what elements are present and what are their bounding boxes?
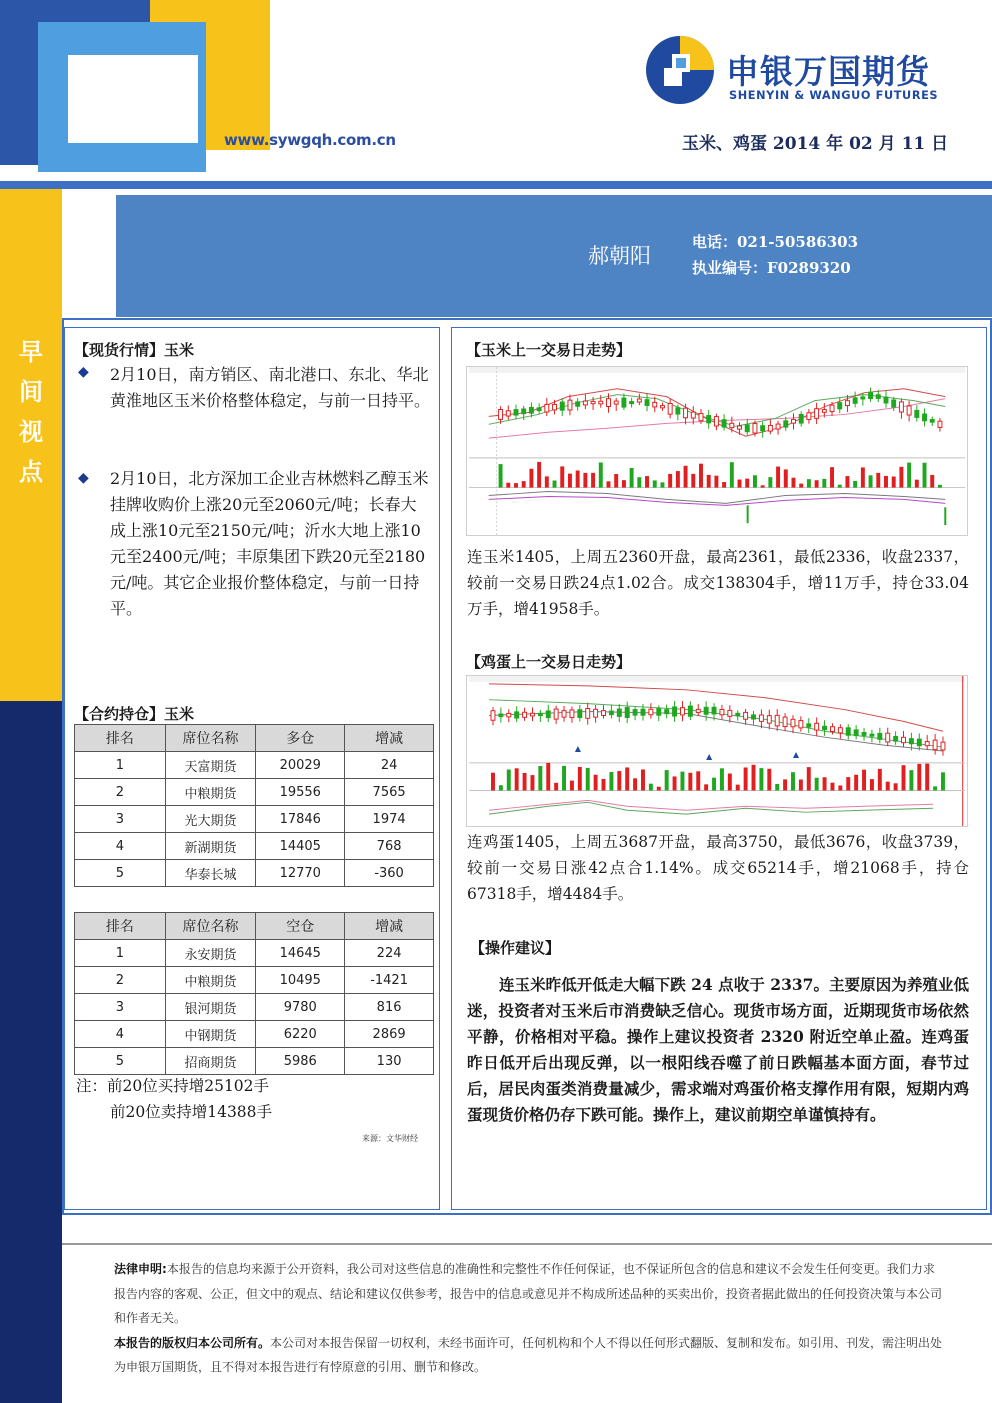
candle (530, 713, 534, 716)
copyright-heading: 本报告的版权归本公司所有。 (114, 1335, 271, 1350)
volume-bar (714, 476, 718, 488)
candle (853, 398, 857, 403)
candle (807, 413, 811, 420)
candle (699, 414, 703, 421)
volume-bar (607, 481, 611, 487)
volume-bar (570, 781, 574, 791)
volume-bar (799, 780, 803, 791)
candle (752, 715, 756, 719)
volume-bar (799, 484, 803, 488)
table-header: 多仓 (256, 725, 345, 752)
candle (614, 401, 618, 404)
candle (633, 710, 637, 716)
candle (578, 710, 582, 718)
candle (925, 742, 929, 746)
header-deco-white (68, 55, 198, 143)
report-title: 玉米、鸡蛋 2014 年 02 月 11 日 (682, 134, 949, 154)
candle (514, 410, 518, 415)
candle (676, 408, 680, 414)
bullet-diamond-icon: ◆ (78, 364, 89, 380)
candle (933, 740, 937, 749)
volume-bar (907, 463, 911, 488)
candle (930, 420, 934, 423)
candle (791, 719, 795, 726)
volume-bar (617, 771, 621, 790)
candle (722, 420, 726, 427)
candle (892, 400, 896, 407)
candle (807, 724, 811, 727)
candle (759, 715, 763, 721)
volume-bar (546, 763, 550, 791)
volume-bar (522, 481, 526, 487)
candle (915, 410, 919, 417)
candle (537, 408, 541, 411)
candle (775, 715, 779, 726)
volume-bar (657, 787, 661, 791)
volume-bar (506, 483, 510, 488)
volume-bar (838, 785, 842, 790)
table-header: 席位名称 (165, 725, 256, 752)
table-row: 4 新湖期货 14405 768 (75, 833, 434, 860)
candle (714, 417, 718, 426)
website-link[interactable]: www.sywgqh.com.cn (224, 131, 396, 149)
volume-bar (830, 783, 834, 791)
egg-summary: 连鸡蛋1405，上周五3687开盘，最高3750，最低3676，收盘3739，较前一交易日涨42点合1.14%。成交65214手，增21068手，持仓67318手，增4484手。 (467, 833, 969, 903)
table-row: 2 中粮期货 10495 -1421 (75, 967, 434, 994)
logo-english-name: SHENYIN & WANGUO FUTURES (729, 89, 939, 102)
candle (738, 426, 742, 429)
candle (799, 414, 803, 423)
volume-bar (684, 466, 688, 488)
volume-bar (537, 462, 541, 488)
volume-bar (688, 773, 692, 791)
candle (499, 714, 503, 717)
volume-bar (560, 466, 564, 487)
candle (792, 420, 796, 424)
corn-kline-chart (466, 366, 968, 536)
volume-bar (602, 779, 606, 791)
volume-bar (491, 773, 495, 791)
volume-bar (869, 475, 873, 487)
candle (586, 708, 590, 718)
volume-bar (691, 474, 695, 488)
volume-bar (660, 482, 664, 487)
svg-text:▲: ▲ (574, 744, 581, 753)
volume-bar (523, 773, 527, 790)
volume-bar (894, 783, 898, 790)
sidebar-navy (0, 701, 62, 1403)
candle (768, 425, 772, 431)
volume-bar (807, 479, 811, 487)
legal-divider (62, 1243, 992, 1245)
volume-bar (583, 473, 587, 488)
candle (776, 424, 780, 429)
volume-bar (676, 471, 680, 487)
volume-bar (630, 468, 634, 488)
volume-bar (902, 765, 906, 790)
volume-bar (649, 784, 653, 791)
volume-bar (845, 476, 849, 487)
table-row: 2 中粮期货 19556 7565 (75, 779, 434, 806)
table-header: 增减 (345, 725, 434, 752)
corn-candles (499, 388, 942, 438)
candle (730, 423, 734, 427)
volume-bar (923, 463, 927, 488)
candle (653, 402, 657, 407)
candle (625, 708, 629, 718)
volume-bar (933, 786, 937, 790)
candle (506, 411, 510, 416)
candle (684, 408, 688, 418)
source-note: 来源：文华财经 (362, 1134, 418, 1143)
table-row: 1 天富期货 20029 24 (75, 752, 434, 779)
candle (499, 409, 503, 419)
candle (753, 424, 757, 433)
position-section-title: 【合约持仓】玉米 (74, 705, 195, 723)
table-row: 3 光大期货 17846 1974 (75, 806, 434, 833)
candle (838, 728, 842, 733)
candle (823, 726, 827, 729)
candle (784, 421, 788, 427)
volume-bar (878, 769, 882, 791)
volume-bar (775, 784, 779, 791)
volume-bar (917, 764, 921, 791)
volume-bar (941, 772, 945, 790)
volume-bar (625, 767, 629, 790)
volume-bar (745, 479, 749, 488)
table-row: 4 中钢期货 6220 2869 (75, 1021, 434, 1048)
volume-bar (783, 779, 787, 790)
author-phone: 电话：021-50586303 (692, 233, 859, 251)
author-license: 执业编号：F0289320 (692, 259, 851, 277)
position-note-2: 前20位卖持增14388手 (110, 1103, 273, 1121)
short-position-table (74, 912, 434, 1075)
candle (854, 730, 858, 736)
volume-bar (752, 765, 756, 791)
volume-bar (822, 479, 826, 488)
volume-bar (641, 769, 645, 790)
candle (665, 710, 669, 714)
volume-bar (720, 768, 724, 790)
candle (712, 707, 716, 714)
spot-section-title: 【现货行情】玉米 (74, 341, 195, 359)
corn-chart-title: 【玉米上一交易日走势】 (466, 341, 632, 359)
candle (637, 399, 641, 402)
candle (491, 711, 495, 720)
volume-bar (633, 778, 637, 790)
candle (538, 713, 542, 715)
volume-bar (507, 770, 511, 791)
candle (673, 707, 677, 716)
egg-kline-chart (466, 675, 968, 827)
candle (876, 395, 880, 399)
corn-summary: 连玉米1405，上周五2360开盘，最高2361，最低2336，收盘2337，较前一交易日跌24点1.02合。成交138304手，增11万手，持仓33.04万手，增41958手。 (467, 548, 969, 618)
volume-bar (862, 770, 866, 791)
candle (767, 716, 771, 724)
candle (745, 425, 749, 432)
candle (554, 709, 558, 719)
candle (523, 712, 527, 717)
volume-bar (909, 770, 913, 790)
candle (649, 709, 653, 714)
volume-bar (807, 767, 811, 790)
volume-bar (768, 477, 772, 487)
advice-text: 连玉米昨低开低走大幅下跌 24 点收于 2337。主要原因为养殖业低迷，投资者对玉米后市消费缺乏信心。现货市场方面，近期现货市场依然平静，价格相对平稳。操作上建议投资者 2320 附近空单止盈。连鸡蛋昨日低开后出现反弹，以一根阳线吞噬了前日跌幅基本面方面，春节过后，居民肉蛋类消费量减少，需求端对鸡蛋价格支撑作用有限，短期内鸡蛋现货价格仍存下跌可能。操作上，建议前期空单谨慎持有。 (467, 975, 969, 1124)
volume-bar (792, 478, 796, 488)
volume-bar (730, 462, 734, 487)
candle (630, 402, 634, 404)
candle (720, 709, 724, 714)
table-header: 排名 (75, 725, 166, 752)
volume-bar (784, 469, 788, 487)
candle (599, 401, 603, 404)
svg-text:▲: ▲ (706, 751, 713, 761)
legal-disclaimer (114, 1257, 944, 1380)
table-header: 增减 (345, 913, 434, 940)
candle (645, 400, 649, 406)
copyright-body: 本公司对本报告保留一切权利，未经书面许可，任何机构和个人不得以任何形式翻版、复制和发布。如引用、刊发，需注明出处为申银万国期货，且不得对本报告进行有悖原意的引用、删节和修改。 (114, 1335, 943, 1374)
volume-bar (515, 768, 519, 790)
volume-bar (915, 480, 919, 488)
candle (617, 709, 621, 716)
candle (736, 713, 740, 715)
volume-bar (861, 467, 865, 487)
volume-bar (925, 764, 929, 791)
candle (602, 711, 606, 716)
header-divider (0, 181, 992, 189)
legal-heading: 法律申明: (114, 1262, 167, 1276)
candle (861, 397, 865, 399)
volume-bar (696, 771, 700, 790)
candle (680, 708, 684, 715)
volume-bar (622, 480, 626, 487)
volume-bar (791, 772, 795, 790)
candle (696, 709, 700, 712)
volume-bar (759, 768, 763, 790)
candle (884, 397, 888, 403)
candle (704, 707, 708, 714)
volume-bar (578, 767, 582, 790)
candle (607, 399, 611, 407)
candle (583, 401, 587, 405)
corn-volume (499, 462, 942, 488)
candle (576, 402, 580, 406)
position-note-1: 注：前20位买持增25102手 (76, 1077, 270, 1095)
candle (594, 709, 598, 717)
candle (878, 733, 882, 739)
company-logo-icon (644, 34, 716, 106)
candle (641, 709, 645, 715)
volume-bar (514, 483, 518, 487)
volume-bar (645, 476, 649, 487)
volume-bar (761, 485, 765, 487)
volume-bar (653, 480, 657, 487)
volume-bar (815, 778, 819, 791)
volume-bar (712, 778, 716, 791)
candle (562, 711, 566, 717)
logo-chinese-name: 申银万国期货 (726, 52, 930, 91)
candle (886, 733, 890, 742)
volume-bar (884, 476, 888, 488)
volume-bar (853, 481, 857, 488)
candle (744, 712, 748, 719)
volume-bar (545, 476, 549, 487)
volume-bar (704, 784, 708, 790)
volume-bar (846, 777, 850, 790)
candle (815, 723, 819, 730)
candle (938, 421, 942, 427)
candle (923, 414, 927, 421)
candle (560, 402, 564, 410)
volume-bar (738, 480, 742, 488)
volume-bar (736, 785, 740, 791)
candle (830, 727, 834, 732)
spot-bullet-2: 2月10日，北方深加工企业吉林燃料乙醇玉米挂牌收购价上涨20元至2060元/吨；长春大成上涨10元至2150元/吨；沂水大地上涨10元至2400元/吨；丰原集团下跌20元至2180元/吨。其它企业报价整体稳定，与前一日持平。 (110, 469, 429, 618)
author-name: 郝朝阳 (588, 244, 651, 268)
table-row: 5 华泰长城 12770 -360 (75, 860, 434, 887)
volume-bar (744, 767, 748, 790)
volume-bar (838, 485, 842, 488)
candle (545, 404, 549, 412)
advice-title: 【操作建议】 (470, 939, 561, 957)
candle (815, 409, 819, 419)
candle (869, 392, 873, 398)
candle (707, 416, 711, 423)
candle (522, 409, 526, 414)
candle (761, 426, 765, 431)
table-header: 席位名称 (165, 913, 256, 940)
candle (660, 406, 664, 408)
volume-bar (538, 766, 542, 790)
candle (907, 406, 911, 415)
author-banner (116, 195, 992, 317)
egg-chart-title: 【鸡蛋上一交易日走势】 (466, 653, 632, 671)
volume-bar (886, 782, 890, 791)
sidebar-label: 早间视点 (19, 337, 43, 486)
volume-bar (854, 775, 858, 791)
volume-bar (499, 464, 503, 487)
volume-bar (707, 475, 711, 488)
table-header: 排名 (75, 913, 166, 940)
candle (822, 410, 826, 413)
candle (570, 710, 574, 718)
candle (507, 713, 511, 716)
spot-bullet-1: 2月10日，南方销区、南北港口、东北、华北黄淮地区玉米价格整体稳定，与前一日持平。 (110, 365, 431, 410)
candle (657, 708, 661, 715)
candle (799, 721, 803, 728)
candle (830, 405, 834, 411)
volume-bar (594, 775, 598, 791)
volume-bar (767, 769, 771, 791)
table-row: 5 招商期货 5986 130 (75, 1048, 434, 1075)
volume-bar (614, 474, 618, 488)
volume-bar (609, 772, 613, 790)
svg-text:▲: ▲ (792, 749, 800, 759)
candle (909, 739, 913, 744)
candle (622, 398, 626, 407)
volume-bar (870, 779, 874, 790)
bullet-diamond-icon: ◆ (78, 470, 89, 486)
candle (846, 728, 850, 735)
candle (845, 401, 849, 406)
candle (668, 403, 672, 414)
table-row: 1 永安期货 14645 224 (75, 940, 434, 967)
volume-bar (668, 474, 672, 488)
volume-bar (586, 768, 590, 791)
volume-bar (599, 462, 603, 487)
volume-bar (892, 477, 896, 488)
volume-bar (753, 475, 757, 487)
candle (609, 711, 613, 715)
candle (515, 712, 519, 718)
candle (941, 742, 945, 750)
volume-bar (673, 776, 677, 790)
candle (546, 711, 550, 718)
candle (838, 403, 842, 409)
volume-bar (554, 783, 558, 791)
candle (691, 412, 695, 418)
candle (529, 407, 533, 413)
candle (591, 401, 595, 403)
candle (783, 717, 787, 727)
volume-bar (938, 485, 942, 488)
volume-bar (680, 772, 684, 791)
volume-bar (499, 785, 503, 790)
candle (870, 734, 874, 736)
volume-bar (722, 482, 726, 488)
legal-body: 本报告的信息均来源于公开资料，我公司对这些信息的准确性和完整性不作任何保证，也不保证所包含的信息和建议不会发生任何变更。我们力求报告内容的客观、公正，但文中的观点、结论和建议仅供参考，报告中的信息或意见并不构成所述品种的买卖出价，投资者据此做出的任何投资决策与本公司和作者无关。 (114, 1262, 943, 1325)
candle (862, 732, 866, 735)
volume-bar (591, 473, 595, 488)
volume-bar (830, 467, 834, 487)
egg-volume (491, 763, 945, 791)
volume-bar (699, 464, 703, 488)
volume-bar (815, 480, 819, 487)
table-header: 空仓 (256, 913, 345, 940)
candle (894, 736, 898, 741)
volume-bar (823, 777, 827, 790)
volume-bar (930, 475, 934, 488)
volume-bar (568, 474, 572, 488)
candle (688, 706, 692, 716)
volume-bar (776, 467, 780, 488)
volume-bar (562, 766, 566, 791)
candle (917, 739, 921, 746)
long-position-table (74, 724, 434, 887)
candle (553, 404, 557, 409)
volume-bar (665, 770, 669, 790)
volume-bar (529, 469, 533, 488)
volume-bar (553, 481, 557, 488)
candle (902, 737, 906, 742)
volume-bar (576, 471, 580, 488)
volume-bar (899, 467, 903, 488)
volume-bar (728, 774, 732, 791)
candle (728, 710, 732, 716)
candle (899, 402, 903, 412)
candle (568, 400, 572, 410)
egg-candles (491, 701, 945, 756)
table-row: 3 银河期货 9780 816 (75, 994, 434, 1021)
volume-bar (637, 477, 641, 487)
volume-bar (530, 775, 534, 790)
volume-bar (876, 473, 880, 488)
